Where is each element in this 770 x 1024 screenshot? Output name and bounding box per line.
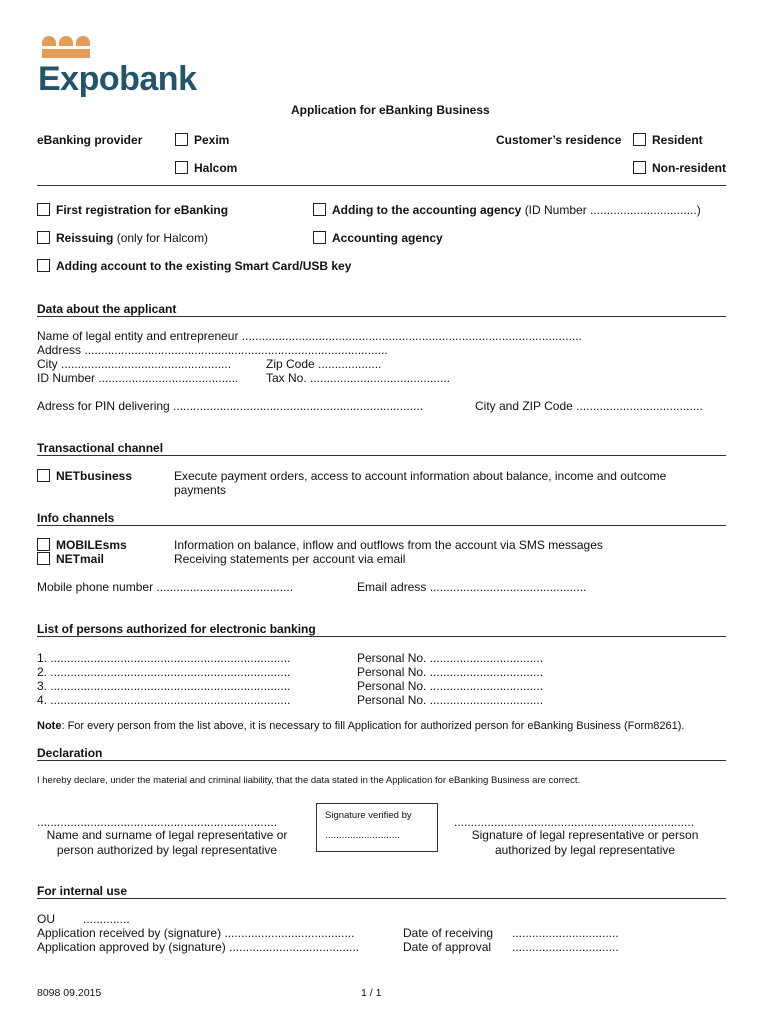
signature-name-line[interactable]: ........................................................................ (37, 815, 278, 829)
section-applicant-heading: Data about the applicant (37, 302, 177, 316)
divider (37, 760, 726, 761)
divider (37, 185, 726, 186)
field-approved-by[interactable]: Application approved by (signature) ....................................... (37, 940, 360, 954)
field-address[interactable]: Address ........................................................................................... (37, 343, 388, 357)
person-row-1[interactable]: 1. ........................................................................ (37, 651, 291, 665)
field-id-number[interactable]: ID Number .......................................... (37, 371, 239, 385)
option-adding-agency[interactable]: Adding to the accounting agency (ID Number ................................) (313, 203, 701, 217)
netbusiness-description-2: payments (174, 483, 227, 497)
field-date-receiving[interactable]: ................................ (512, 926, 619, 940)
netbusiness-description-1: Execute payment orders, access to account information about balance, income and outcome (174, 469, 667, 483)
personal-no-4[interactable]: Personal No. .................................. (357, 693, 544, 707)
field-pin-city-zip[interactable]: City and ZIP Code ...................................... (475, 399, 703, 413)
option-mobilesms[interactable]: MOBILEsms (37, 538, 127, 552)
divider (37, 316, 726, 317)
checkbox[interactable] (313, 203, 326, 216)
option-first-registration[interactable]: First registration for eBanking (37, 203, 228, 217)
personal-no-1[interactable]: Personal No. .................................. (357, 651, 544, 665)
field-ou[interactable]: .............. (83, 912, 130, 926)
residence-option-nonresident[interactable]: Non-resident (633, 161, 726, 175)
persons-note: Note: For every person from the list above, it is necessary to fill Application for authorized person for eBanking Business (Form8261). (37, 720, 685, 732)
checkbox[interactable] (633, 161, 646, 174)
field-mobile-phone[interactable]: Mobile phone number ......................................... (37, 580, 294, 594)
field-zip[interactable]: Zip Code ................... (266, 357, 382, 371)
divider (37, 525, 726, 526)
option-netbusiness[interactable]: NETbusiness (37, 469, 132, 483)
section-info-heading: Info channels (37, 511, 115, 525)
person-row-4[interactable]: 4. ........................................................................ (37, 693, 291, 707)
provider-label: eBanking provider (37, 133, 143, 147)
logo-mark (42, 34, 92, 60)
declaration-text: I hereby declare, under the material and criminal liability, that the data stated in the Application for eBanking Business are correct. (37, 775, 581, 786)
divider (37, 636, 726, 637)
residence-label: Customer’s residence (496, 133, 622, 147)
field-city[interactable]: City ................................................... (37, 357, 232, 371)
section-internal-heading: For internal use (37, 884, 128, 898)
mobilesms-description: Information on balance, inflow and outflows from the account via SMS messages (174, 538, 603, 552)
field-date-approval[interactable]: ................................ (512, 940, 619, 954)
page-number: 1 / 1 (361, 987, 382, 999)
date-receiving-label: Date of receiving (403, 926, 494, 940)
signature-representative-label-2: authorized by legal representative (494, 843, 676, 857)
form-code: 8098 09.2015 (37, 987, 102, 999)
section-declaration-heading: Declaration (37, 746, 103, 760)
field-entity-name[interactable]: Name of legal entity and entrepreneur ...................................................................................................... (37, 329, 582, 343)
section-transactional-heading: Transactional channel (37, 441, 164, 455)
option-netmail[interactable]: NETmail (37, 552, 104, 566)
signature-verified-box[interactable] (316, 803, 438, 852)
checkbox[interactable] (175, 161, 188, 174)
field-received-by[interactable]: Application received by (signature) ....................................... (37, 926, 355, 940)
provider-option-pexim[interactable]: Pexim (175, 133, 229, 147)
option-adding-account[interactable]: Adding account to the existing Smart Card/USB key (37, 259, 351, 273)
netmail-description: Receiving statements per account via email (174, 552, 406, 566)
date-approval-label: Date of approval (403, 940, 492, 954)
signature-name-label-1: Name and surname of legal representative or (46, 828, 288, 842)
signature-representative-label-1: Signature of legal representative or person (471, 828, 699, 842)
section-persons-heading: List of persons authorized for electronic banking (37, 622, 316, 636)
checkbox[interactable] (175, 133, 188, 146)
personal-no-3[interactable]: Personal No. .................................. (357, 679, 544, 693)
provider-option-halcom[interactable]: Halcom (175, 161, 237, 175)
checkbox[interactable] (313, 231, 326, 244)
divider (37, 898, 726, 899)
logo-wordmark: Expobank (38, 60, 197, 98)
checkbox[interactable] (37, 538, 50, 551)
signature-verified-label: Signature verified by (325, 810, 412, 821)
signature-name-label-2: person authorized by legal representative (56, 843, 278, 857)
field-pin-address[interactable]: Adress for PIN delivering ........................................................................... (37, 399, 424, 413)
checkbox[interactable] (37, 552, 50, 565)
checkbox[interactable] (633, 133, 646, 146)
signature-representative-line[interactable]: ........................................................................ (454, 815, 695, 829)
residence-option-resident[interactable]: Resident (633, 133, 703, 147)
checkbox[interactable] (37, 259, 50, 272)
field-tax-number[interactable]: Tax No. .......................................... (266, 371, 451, 385)
form-title: Application for eBanking Business (291, 103, 490, 117)
person-row-3[interactable]: 3. ........................................................................ (37, 679, 291, 693)
logo (38, 34, 218, 104)
checkbox[interactable] (37, 469, 50, 482)
signature-verified-dots: ........................... (325, 830, 401, 841)
option-reissuing[interactable]: Reissuing (only for Halcom) (37, 231, 208, 245)
field-email[interactable]: Email adress ............................................... (357, 580, 587, 594)
person-row-2[interactable]: 2. ........................................................................ (37, 665, 291, 679)
ou-label: OU (37, 912, 55, 926)
divider (37, 455, 726, 456)
personal-no-2[interactable]: Personal No. .................................. (357, 665, 544, 679)
option-accounting-agency[interactable]: Accounting agency (313, 231, 443, 245)
checkbox[interactable] (37, 203, 50, 216)
checkbox[interactable] (37, 231, 50, 244)
